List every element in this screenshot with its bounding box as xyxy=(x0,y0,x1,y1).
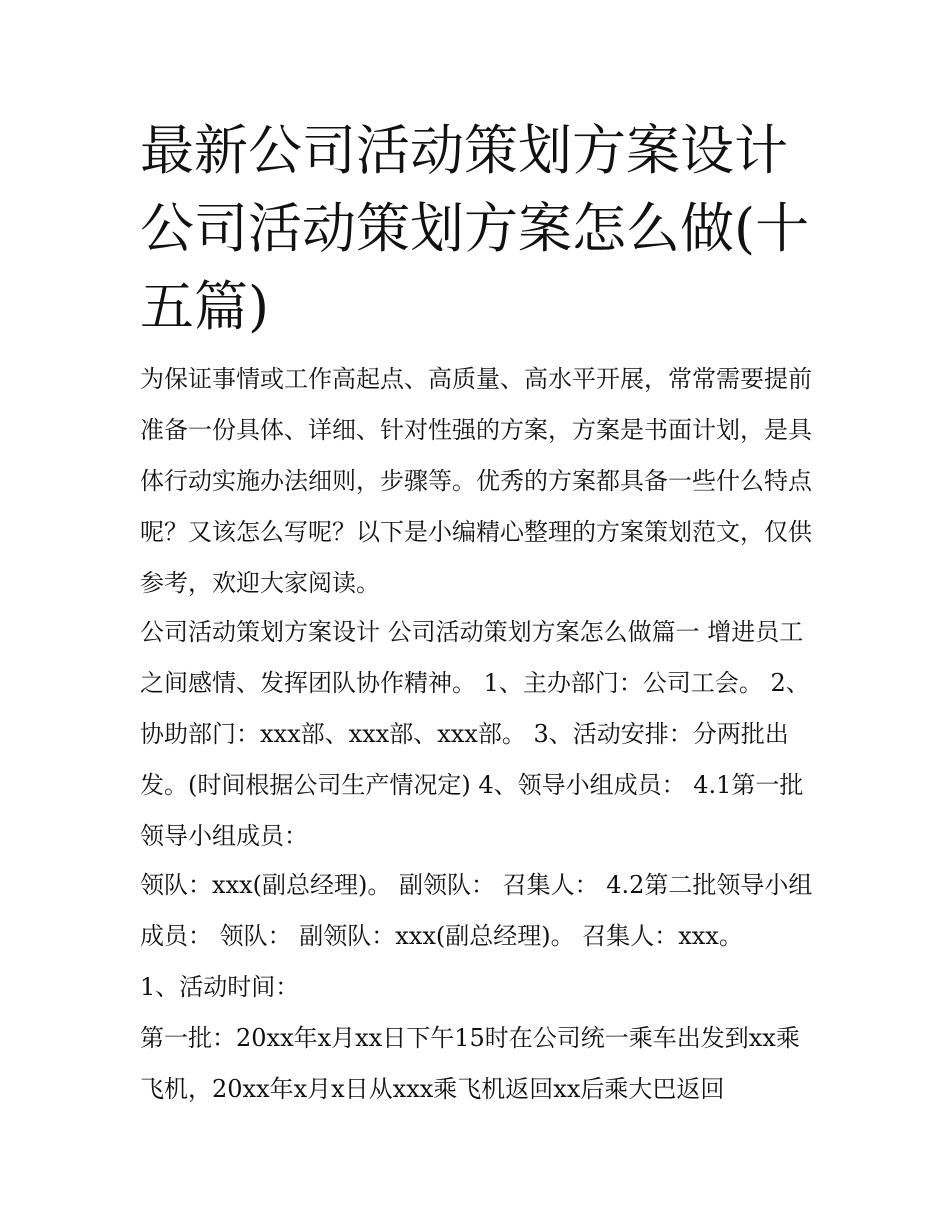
section-one-paragraph: 公司活动策划方案设计 公司活动策划方案怎么做篇一 增进员工之间感情、发挥团队协作精神。 1、主办部门：公司工会。 2、协助部门：xxx部、xxx部、xxx部。 3、活动安排：分两批出发。(时间根据公司生产情况定) 4、领导小组成员： 4.1第一批领导小组成员： xyxy=(140,618,810,850)
intro-paragraph: 为保证事情或工作高起点、高质量、高水平开展，常常需要提前准备一份具体、详细、针对性强的方案，方案是书面计划，是具体行动实施办法细则，步骤等。优秀的方案都具备一些什么特点呢？又该怎么写呢？以下是小编精心整理的方案策划范文，仅供参考，欢迎大家阅读。 xyxy=(140,365,812,597)
document-title: 最新公司活动策划方案设计 公司活动策划方案怎么做(十五篇) xyxy=(140,119,810,338)
activity-time-heading: 1、活动时间： xyxy=(140,973,300,1001)
leadership-paragraph: 领队：xxx(副总经理)。 副领队： 召集人： 4.2第二批领导小组成员： 领队： 副领队：xxx(副总经理)。 召集人：xxx。 xyxy=(140,871,813,950)
first-batch-paragraph: 第一批：20xx年x月xx日下午15时在公司统一乘车出发到xx乘飞机，20xx年x月x日从xxx乘飞机返回xx后乘大巴返回 xyxy=(140,1024,800,1103)
